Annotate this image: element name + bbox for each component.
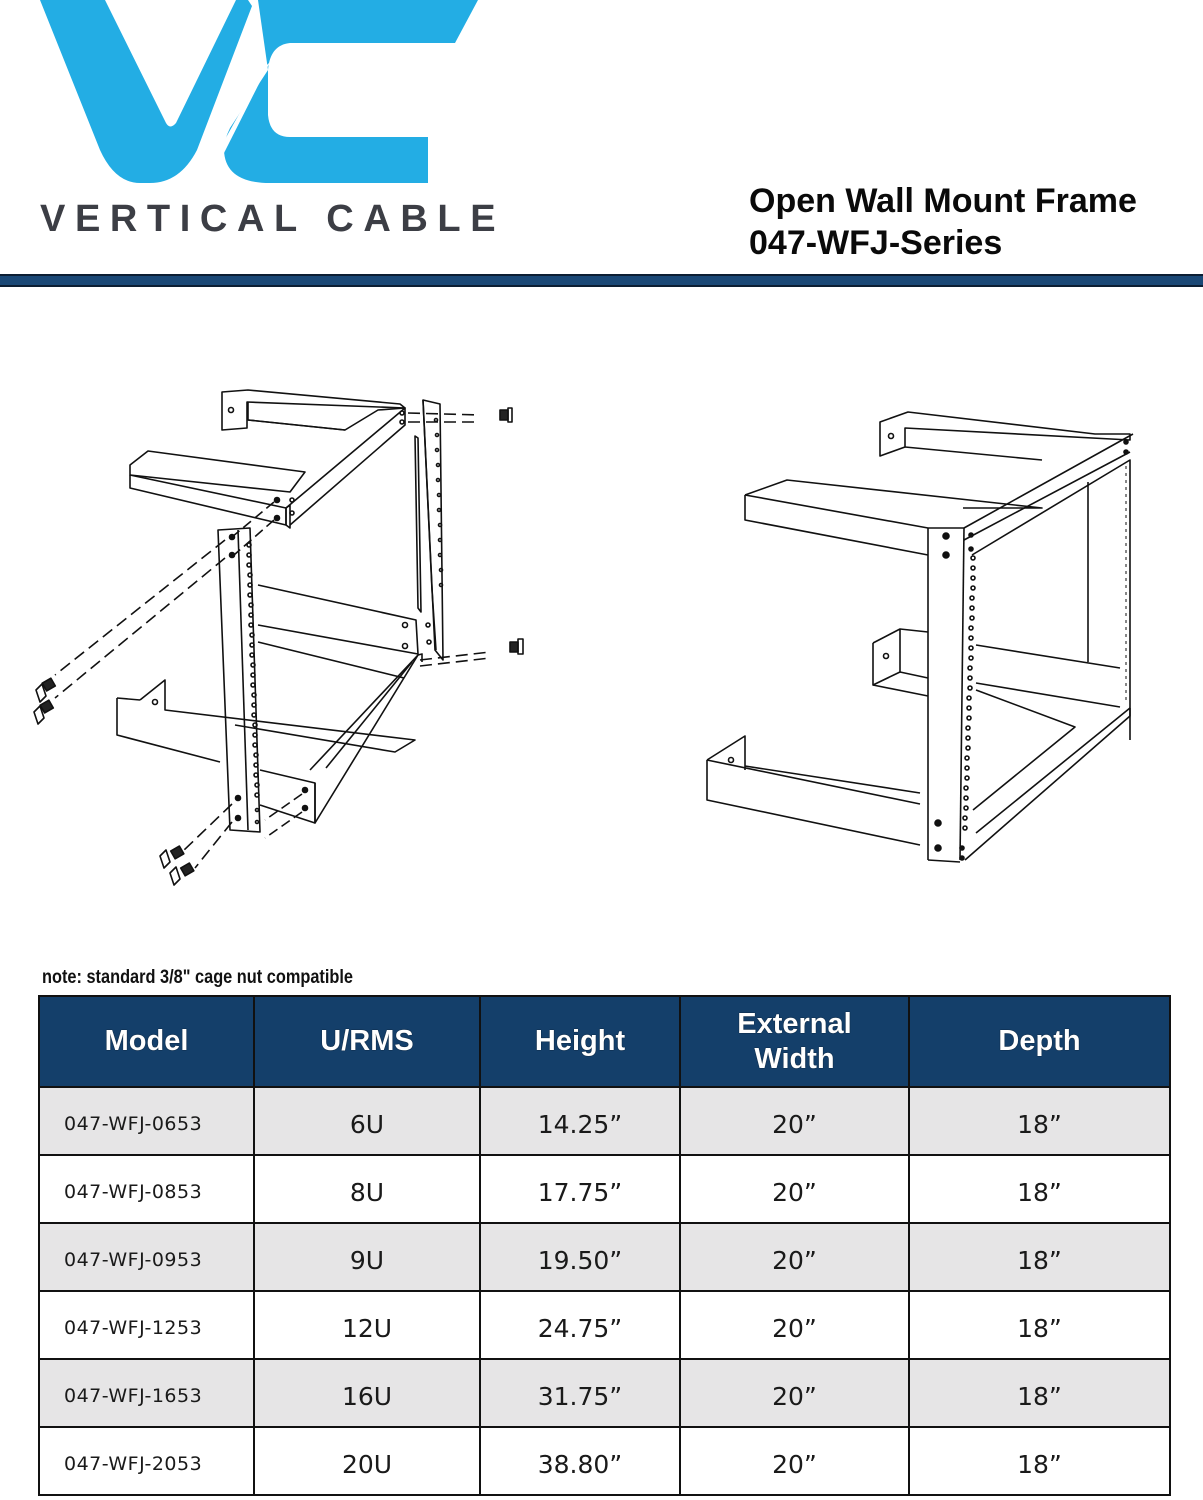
spec-table [38, 995, 1171, 1496]
cell-width: 20” [680, 1359, 909, 1427]
cell-depth: 18” [909, 1291, 1170, 1359]
document-title [749, 180, 1137, 264]
cell-width: 20” [680, 1155, 909, 1223]
cell-model: 047-WFJ-0653 [39, 1087, 254, 1155]
cell-height: 31.75” [480, 1359, 680, 1427]
header-model: Model [39, 996, 254, 1087]
cell-height: 14.25” [480, 1087, 680, 1155]
cell-model: 047-WFJ-1253 [39, 1291, 254, 1359]
cell-width: 20” [680, 1223, 909, 1291]
header-external-width-line2: Width [754, 1042, 835, 1075]
header-depth: Depth [909, 996, 1170, 1087]
header-divider [0, 274, 1203, 287]
table-row [39, 1223, 1170, 1291]
table-row [39, 1087, 1170, 1155]
title-line-product: Open Wall Mount Frame [749, 182, 1137, 220]
cell-width: 20” [680, 1087, 909, 1155]
exploded-assembly-diagram [20, 380, 680, 900]
cell-model: 047-WFJ-0853 [39, 1155, 254, 1223]
table-row [39, 1291, 1170, 1359]
header-height: Height [480, 996, 680, 1087]
cell-units: 16U [254, 1359, 480, 1427]
cell-units: 12U [254, 1291, 480, 1359]
table-row [39, 1155, 1170, 1223]
assembled-frame-diagram [690, 400, 1150, 880]
cell-units: 8U [254, 1155, 480, 1223]
vc-monogram-icon [0, 0, 500, 195]
cell-units: 20U [254, 1427, 480, 1495]
cell-height: 17.75” [480, 1155, 680, 1223]
table-row [39, 1359, 1170, 1427]
header-external-width-line1: External [737, 1007, 852, 1040]
table-row [39, 1427, 1170, 1495]
cell-units: 9U [254, 1223, 480, 1291]
title-line-series: 047-WFJ-Series [749, 224, 1003, 262]
cell-depth: 18” [909, 1359, 1170, 1427]
cell-depth: 18” [909, 1087, 1170, 1155]
brand-wordmark: VERTICAL CABLE [40, 198, 506, 240]
cell-model: 047-WFJ-0953 [39, 1223, 254, 1291]
cell-model: 047-WFJ-1653 [39, 1359, 254, 1427]
cell-width: 20” [680, 1427, 909, 1495]
compatibility-note: note: standard 3/8" cage nut compatible [42, 967, 354, 988]
header-external-width [680, 996, 909, 1087]
cell-depth: 18” [909, 1155, 1170, 1223]
cell-depth: 18” [909, 1223, 1170, 1291]
cell-height: 19.50” [480, 1223, 680, 1291]
cell-model: 047-WFJ-2053 [39, 1427, 254, 1495]
cell-height: 38.80” [480, 1427, 680, 1495]
table-header-row [39, 996, 1170, 1087]
cell-width: 20” [680, 1291, 909, 1359]
header-units: U/RMS [254, 996, 480, 1087]
vertical-cable-logo [0, 0, 506, 250]
cell-height: 24.75” [480, 1291, 680, 1359]
cell-units: 6U [254, 1087, 480, 1155]
cell-depth: 18” [909, 1427, 1170, 1495]
